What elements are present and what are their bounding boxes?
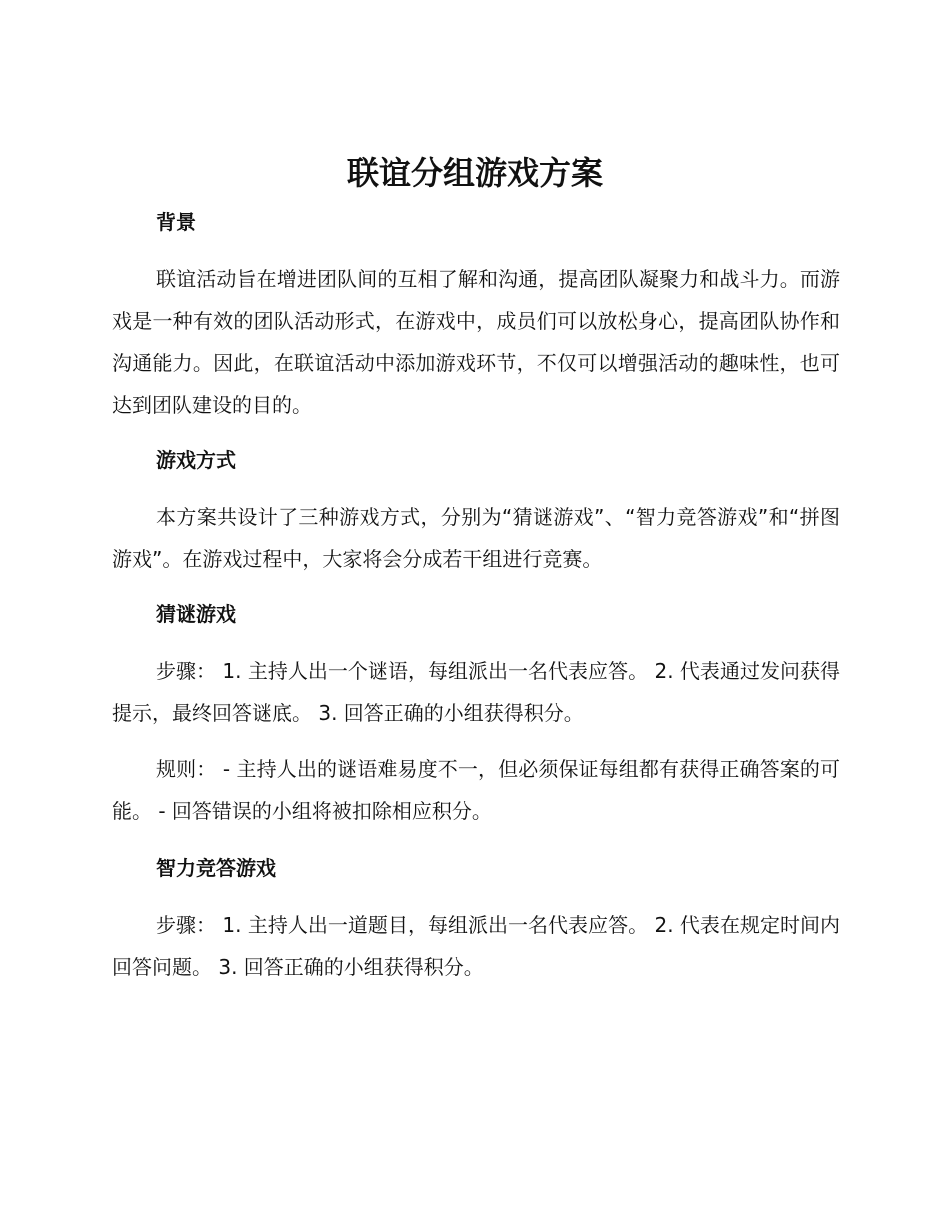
section-heading-background: 背景 — [156, 210, 196, 234]
riddle-steps-paragraph: 步骤： 1. 主持人出一个谜语，每组派出一名代表应答。 2. 代表通过发问获得提示，最终回答谜底。 3. 回答正确的小组获得积分。 — [112, 659, 840, 725]
section-heading-methods: 游戏方式 — [156, 448, 236, 472]
document-title: 联谊分组游戏方案 — [346, 154, 603, 192]
document-body — [112, 200, 840, 988]
section-heading-quiz: 智力竞答游戏 — [156, 856, 276, 880]
riddle-rules-paragraph: 规则： - 主持人出的谜语难易度不一，但必须保证每组都有获得正确答案的可能。 - 回答错误的小组将被扣除相应积分。 — [112, 757, 840, 823]
section-paragraph-background: 联谊活动旨在增进团队间的互相了解和沟通，提高团队凝聚力和战斗力。而游戏是一种有效的团队活动形式，在游戏中，成员们可以放松身心，提高团队协作和沟通能力。因此，在联谊活动中添加游戏环节，不仅可以增强活动的趣味性，也可达到团队建设的目的。 — [112, 267, 840, 417]
section-heading-riddle: 猜谜游戏 — [156, 602, 236, 626]
section-paragraph-methods: 本方案共设计了三种游戏方式，分别为“猜谜游戏”、“智力竞答游戏”和“拼图游戏”。在游戏过程中，大家将会分成若干组进行竞赛。 — [112, 505, 840, 571]
quiz-steps-paragraph: 步骤： 1. 主持人出一道题目，每组派出一名代表应答。 2. 代表在规定时间内回答问题。 3. 回答正确的小组获得积分。 — [112, 913, 840, 979]
